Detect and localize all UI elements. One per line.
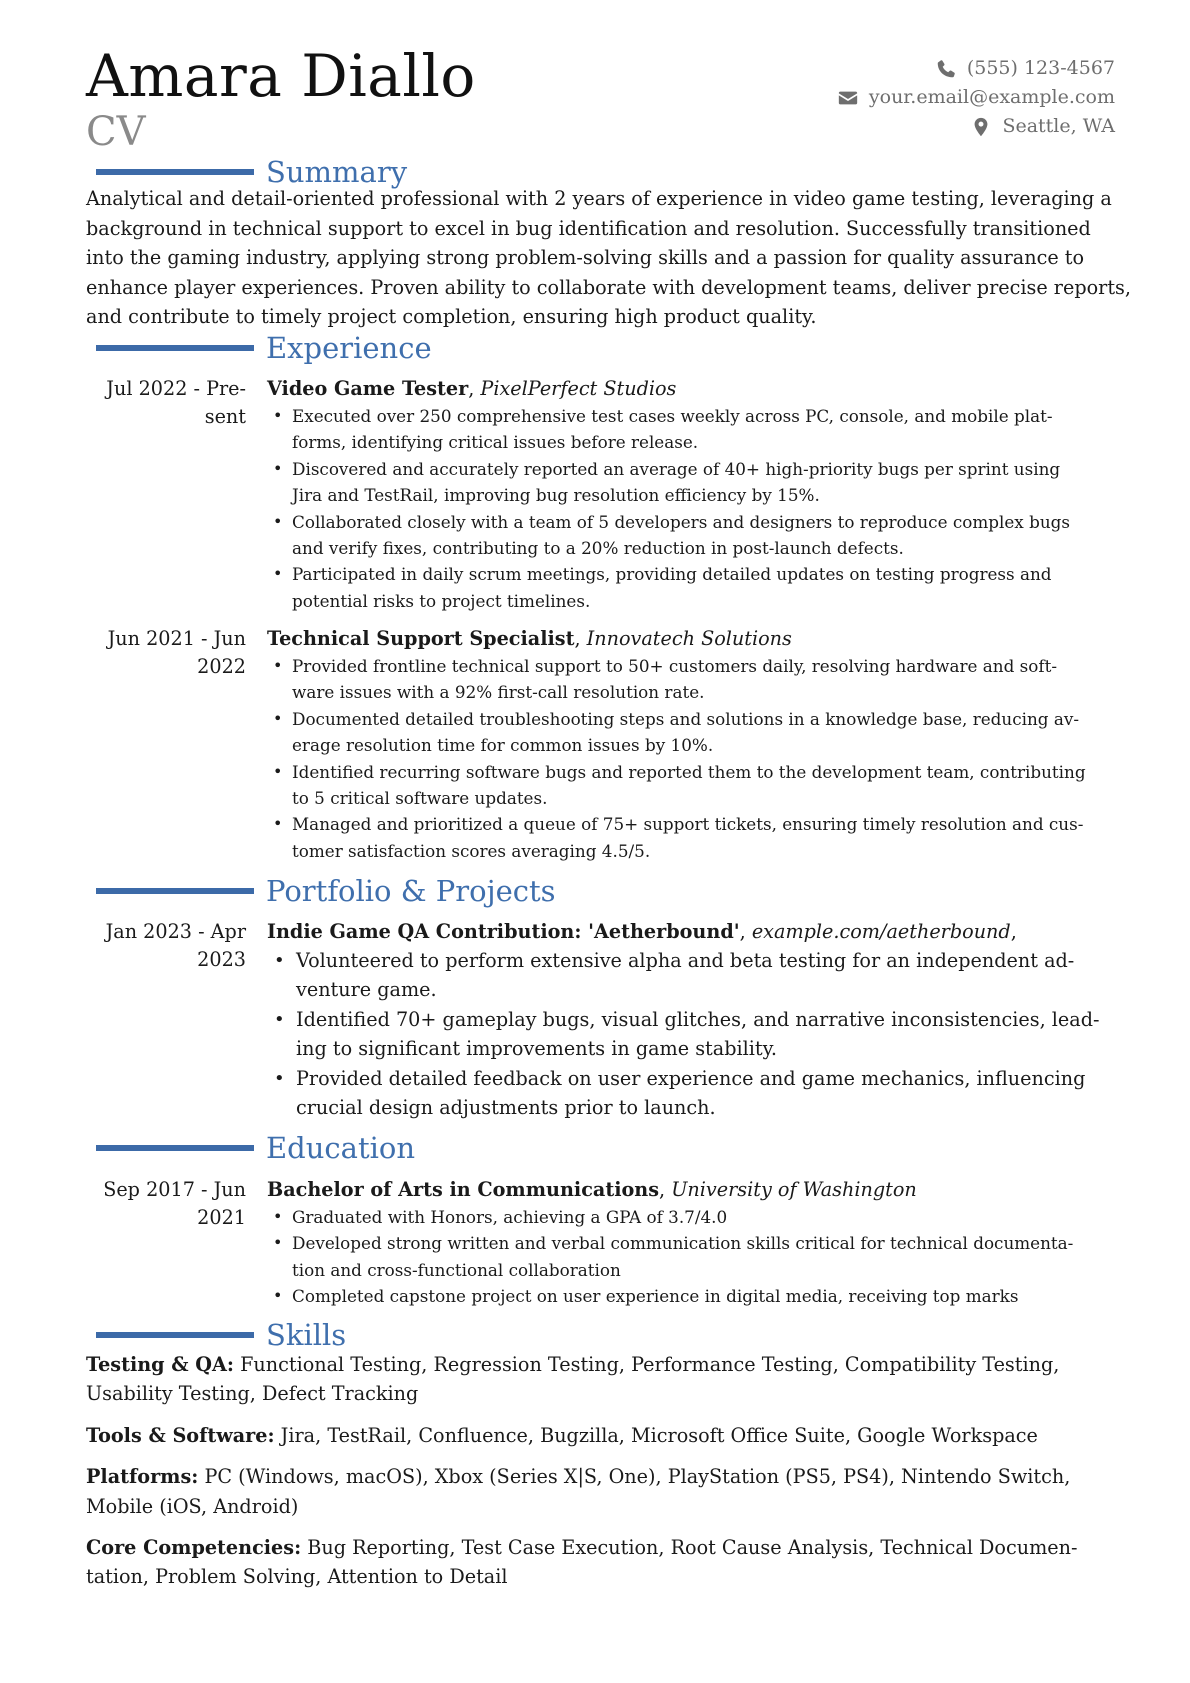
bullet-item: • Graduated with Honors, achieving a GPA of 3.7/4.0 (267, 1204, 1112, 1230)
phone-icon (935, 58, 957, 80)
bullet-item: • Identified 70+ gameplay bugs, visual glitches, and narrative inconsistencies, lead- ing to significant improvements in game stability. (267, 1005, 1112, 1064)
entry-heading (267, 625, 1112, 653)
heading-separator: , (659, 1178, 672, 1201)
bullet-list (267, 1204, 1112, 1310)
contact-phone[interactable] (837, 54, 1115, 83)
bullet-list (267, 403, 1112, 614)
heading-trailing: , (1010, 920, 1017, 943)
envelope-icon (837, 87, 859, 109)
summary-line: into the gaming industry, applying strong problem-solving skills and a passion for quality assurance to (86, 246, 1085, 270)
date-line: Sep 2017 - Jun (103, 1178, 246, 1201)
bullet-item: • Managed and prioritized a queue of 75+ support tickets, ensuring timely resolution and cus- tomer satisfaction scores averaging 4.5/5. (267, 811, 1112, 864)
section-rule (96, 1332, 254, 1338)
bullet-list (267, 946, 1112, 1122)
organization: Innovatech Solutions (586, 627, 792, 650)
skill-values: tation, Problem Solving, Attention to Detail (86, 1565, 508, 1589)
entry-date (86, 1176, 246, 1232)
section-rule (96, 169, 254, 175)
bullet-item: • Identified recurring software bugs and reported them to the development team, contributing to 5 critical software updates. (267, 759, 1112, 812)
contact-block (837, 54, 1115, 141)
skill-values: Usability Testing, Defect Tracking (86, 1382, 419, 1406)
entry-heading (267, 375, 1112, 403)
skill-group (86, 1462, 1116, 1521)
skill-values: Jira, TestRail, Confluence, Bugzilla, Microsoft Office Suite, Google Workspace (274, 1423, 1038, 1447)
entry-date (86, 918, 246, 974)
heading-separator: , (468, 377, 481, 400)
section-title: Experience (266, 331, 432, 365)
section-rule (96, 888, 254, 894)
bullet-item: • Provided detailed feedback on user experience and game mechanics, influencing crucial design adjustments prior to launch. (267, 1064, 1112, 1123)
date-line: sent (204, 405, 246, 428)
summary-line: background in technical support to excel in bug identification and resolution. Successfully transitioned (86, 216, 1091, 240)
bullet-item: • Discovered and accurately reported an average of 40+ high-priority bugs per sprint using Jira and TestRail, improving bug resolution efficiency by 15%. (267, 456, 1112, 509)
bullet-item: • Participated in daily scrum meetings, providing detailed updates on testing progress and potential risks to project timelines. (267, 561, 1112, 614)
bullet-item: • Developed strong written and verbal communication skills critical for technical documenta- tion and cross-functional collaboration (267, 1230, 1112, 1283)
skill-label: Testing & QA: (86, 1353, 234, 1376)
role-title: Technical Support Specialist (267, 627, 575, 650)
education-section-heading (96, 1131, 1116, 1171)
skill-group (86, 1350, 1116, 1409)
skill-label: Platforms: (86, 1465, 199, 1489)
date-line: 2022 (197, 655, 246, 678)
institution: University of Washington (671, 1178, 917, 1201)
bullet-item: • Provided frontline technical support to 50+ customers daily, resolving hardware and soft- ware issues with a 92% first-call resolution rate. (267, 653, 1112, 706)
contact-location (837, 112, 1115, 141)
date-line: Jul 2022 - Pre- (106, 377, 246, 400)
bullet-item: • Volunteered to perform extensive alpha and beta testing for an independent ad- venture game. (267, 946, 1112, 1005)
map-pin-icon (970, 116, 992, 138)
skill-values: Mobile (iOS, Android) (86, 1494, 299, 1518)
bullet-item: • Documented detailed troubleshooting steps and solutions in a knowledge base, reducing av- erage resolution time for common issues by 10%. (267, 706, 1112, 759)
section-title: Portfolio & Projects (266, 874, 556, 908)
entry-date (86, 625, 246, 681)
document-subtitle: CV (86, 109, 146, 155)
bullet-list (267, 653, 1112, 864)
heading-separator: , (739, 920, 752, 943)
summary-line: Analytical and detail-oriented professional with 2 years of experience in video game testing, leveraging a (86, 187, 1112, 210)
degree-title: Bachelor of Arts in Communications (267, 1178, 660, 1201)
bullet-item: • Completed capstone project on user experience in digital media, receiving top marks (267, 1283, 1112, 1309)
date-line: 2021 (197, 1206, 246, 1229)
heading-separator: , (574, 627, 587, 650)
date-line: 2023 (197, 948, 246, 971)
contact-email[interactable] (837, 83, 1115, 112)
project-title: Indie Game QA Contribution: 'Aetherbound' (267, 920, 740, 943)
skill-values: Functional Testing, Regression Testing, Performance Testing, Compatibility Testing, (233, 1353, 1060, 1376)
section-title: Summary (266, 155, 408, 189)
experience-section-heading (96, 331, 1116, 371)
entry-heading (267, 918, 1112, 946)
email-text: your.email@example.com (868, 86, 1115, 108)
skill-label: Core Competencies: (86, 1536, 302, 1560)
entry-date (86, 375, 246, 431)
phone-text: (555) 123-4567 (966, 57, 1115, 79)
skills-list (86, 1350, 1116, 1604)
section-title: Education (266, 1131, 416, 1165)
summary-line: enhance player experiences. Proven ability to collaborate with development teams, deliver precise reports, (86, 275, 1131, 299)
organization: PixelPerfect Studios (480, 377, 677, 400)
entry-heading (267, 1176, 1112, 1204)
bullet-item: • Collaborated closely with a team of 5 developers and designers to reproduce complex bugs and verify fixes, contributing to a 20% reduction in post-launch defects. (267, 509, 1112, 562)
date-line: Jun 2021 - Jun (107, 627, 246, 650)
skill-group (86, 1421, 1116, 1450)
section-rule (96, 1145, 254, 1151)
skill-values: PC (Windows, macOS), Xbox (Series X|S, One), PlayStation (PS5, PS4), Nintendo Switch, (198, 1465, 1071, 1489)
projects-section-heading (96, 874, 1116, 914)
role-title: Video Game Tester (267, 377, 469, 400)
section-title: Skills (266, 1318, 347, 1352)
skill-group (86, 1533, 1116, 1592)
bullet-item: • Executed over 250 comprehensive test cases weekly across PC, console, and mobile plat- forms, identifying critical issues before release. (267, 403, 1112, 456)
summary-line: and contribute to timely project completion, ensuring high product quality. (86, 305, 817, 329)
date-line: Jan 2023 - Apr (105, 920, 246, 943)
section-rule (96, 345, 254, 351)
project-link[interactable]: example.com/aetherbound (751, 920, 1011, 943)
candidate-name: Amara Diallo (86, 42, 476, 110)
location-text: Seattle, WA (1002, 115, 1115, 137)
summary-text (86, 184, 1131, 332)
skill-label: Tools & Software: (86, 1423, 275, 1447)
skill-values: Bug Reporting, Test Case Execution, Root Cause Analysis, Technical Documen- (301, 1536, 1078, 1560)
